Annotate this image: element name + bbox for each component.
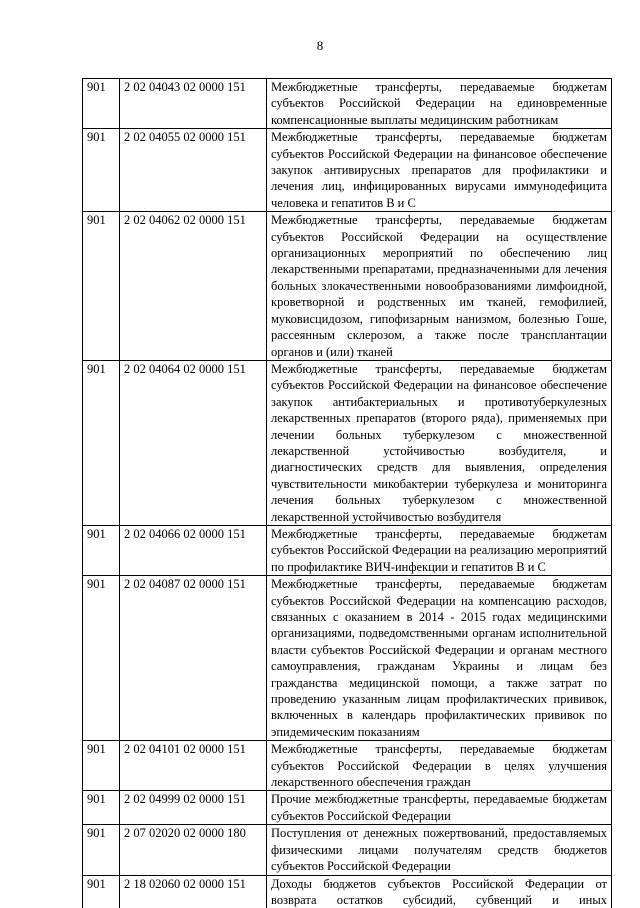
kbk-code-cell: 2 02 04087 02 0000 151 bbox=[120, 576, 267, 741]
kbk-code-cell: 2 02 04055 02 0000 151 bbox=[120, 129, 267, 212]
description-cell: Межбюджетные трансферты, передаваемые бюджетам субъектов Российской Федерации на осуществление организационных мероприятий по обеспечению лиц лекарственными препаратами, предназначенными для лечения больных злокачественными новообразованиями лимфоидной, кроветворной и родственных им тканей, гемофилией, муковисцидозом, гипофизарным нанизмом, болезнью Гоше, рассеянным склерозом, а также после трансплантации органов и (или) тканей bbox=[267, 212, 612, 361]
table-row bbox=[83, 875, 612, 908]
kbk-code-cell: 2 02 04043 02 0000 151 bbox=[120, 79, 267, 129]
description-cell: Межбюджетные трансферты, передаваемые бюджетам субъектов Российской Федерации в целях улучшения лекарственного обеспечения граждан bbox=[267, 741, 612, 791]
admin-code-cell: 901 bbox=[83, 791, 120, 825]
description-cell: Прочие межбюджетные трансферты, передаваемые бюджетам субъектов Российской Федерации bbox=[267, 791, 612, 825]
table-row bbox=[83, 825, 612, 875]
admin-code-cell: 901 bbox=[83, 825, 120, 875]
admin-code-cell: 901 bbox=[83, 129, 120, 212]
description-cell: Межбюджетные трансферты, передаваемые бюджетам субъектов Российской Федерации на единовременные компенсационные выплаты медицинским работникам bbox=[267, 79, 612, 129]
table-row bbox=[83, 791, 612, 825]
table-row bbox=[83, 525, 612, 575]
admin-code-cell: 901 bbox=[83, 360, 120, 525]
page-number: 8 bbox=[316, 38, 324, 53]
table-row bbox=[83, 212, 612, 361]
kbk-code-cell: 2 02 04101 02 0000 151 bbox=[120, 741, 267, 791]
description-cell: Доходы бюджетов субъектов Российской Федерации от возврата остатков субсидий, субвенций и иных bbox=[267, 875, 612, 908]
budget-classification-table bbox=[82, 78, 612, 908]
table-row bbox=[83, 741, 612, 791]
admin-code-cell: 901 bbox=[83, 741, 120, 791]
kbk-code-cell: 2 07 02020 02 0000 180 bbox=[120, 825, 267, 875]
admin-code-cell: 901 bbox=[83, 79, 120, 129]
kbk-code-cell: 2 02 04062 02 0000 151 bbox=[120, 212, 267, 361]
kbk-code-cell: 2 02 04999 02 0000 151 bbox=[120, 791, 267, 825]
table-row bbox=[83, 360, 612, 525]
table-row bbox=[83, 576, 612, 741]
table-row bbox=[83, 129, 612, 212]
description-cell: Межбюджетные трансферты, передаваемые бюджетам субъектов Российской Федерации на реализацию мероприятий по профилактике ВИЧ-инфекции и гепатитов В и С bbox=[267, 525, 612, 575]
admin-code-cell: 901 bbox=[83, 576, 120, 741]
kbk-code-cell: 2 02 04066 02 0000 151 bbox=[120, 525, 267, 575]
kbk-code-cell: 2 18 02060 02 0000 151 bbox=[120, 875, 267, 908]
admin-code-cell: 901 bbox=[83, 875, 120, 908]
description-cell: Межбюджетные трансферты, передаваемые бюджетам субъектов Российской Федерации на финансовое обеспечение закупок антивирусных препаратов для профилактики и лечения лиц, инфицированных вирусами иммунодефицита человека и гепатитов В и С bbox=[267, 129, 612, 212]
description-cell: Поступления от денежных пожертвований, предоставляемых физическими лицами получателям средств бюджетов субъектов Российской Федерации bbox=[267, 825, 612, 875]
kbk-code-cell: 2 02 04064 02 0000 151 bbox=[120, 360, 267, 525]
admin-code-cell: 901 bbox=[83, 212, 120, 361]
admin-code-cell: 901 bbox=[83, 525, 120, 575]
table-row bbox=[83, 79, 612, 129]
description-cell: Межбюджетные трансферты, передаваемые бюджетам субъектов Российской Федерации на компенсацию расходов, связанных с оказанием в 2014 - 2015 годах медицинскими организациями, подведомственными органам исполнительной власти субъектов Российской Федерации и органам местного самоуправления, гражданам Украины и лицам без гражданства медицинской помощи, а также затрат по проведению указанным лицам профилактических прививок, включенных в календарь профилактических прививок по эпидемическим показаниям bbox=[267, 576, 612, 741]
description-cell: Межбюджетные трансферты, передаваемые бюджетам субъектов Российской Федерации на финансовое обеспечение закупок антибактериальных и противотуберкулезных лекарственных препаратов (второго ряда), применяемых при лечении больных туберкулезом с множественной лекарственной устойчивостью возбудителя, и диагностических средств для выявления, определения чувствительности микобактерии туберкулеза и мониторинга лечения больных туберкулезом с множественной лекарственной устойчивостью возбудителя bbox=[267, 360, 612, 525]
